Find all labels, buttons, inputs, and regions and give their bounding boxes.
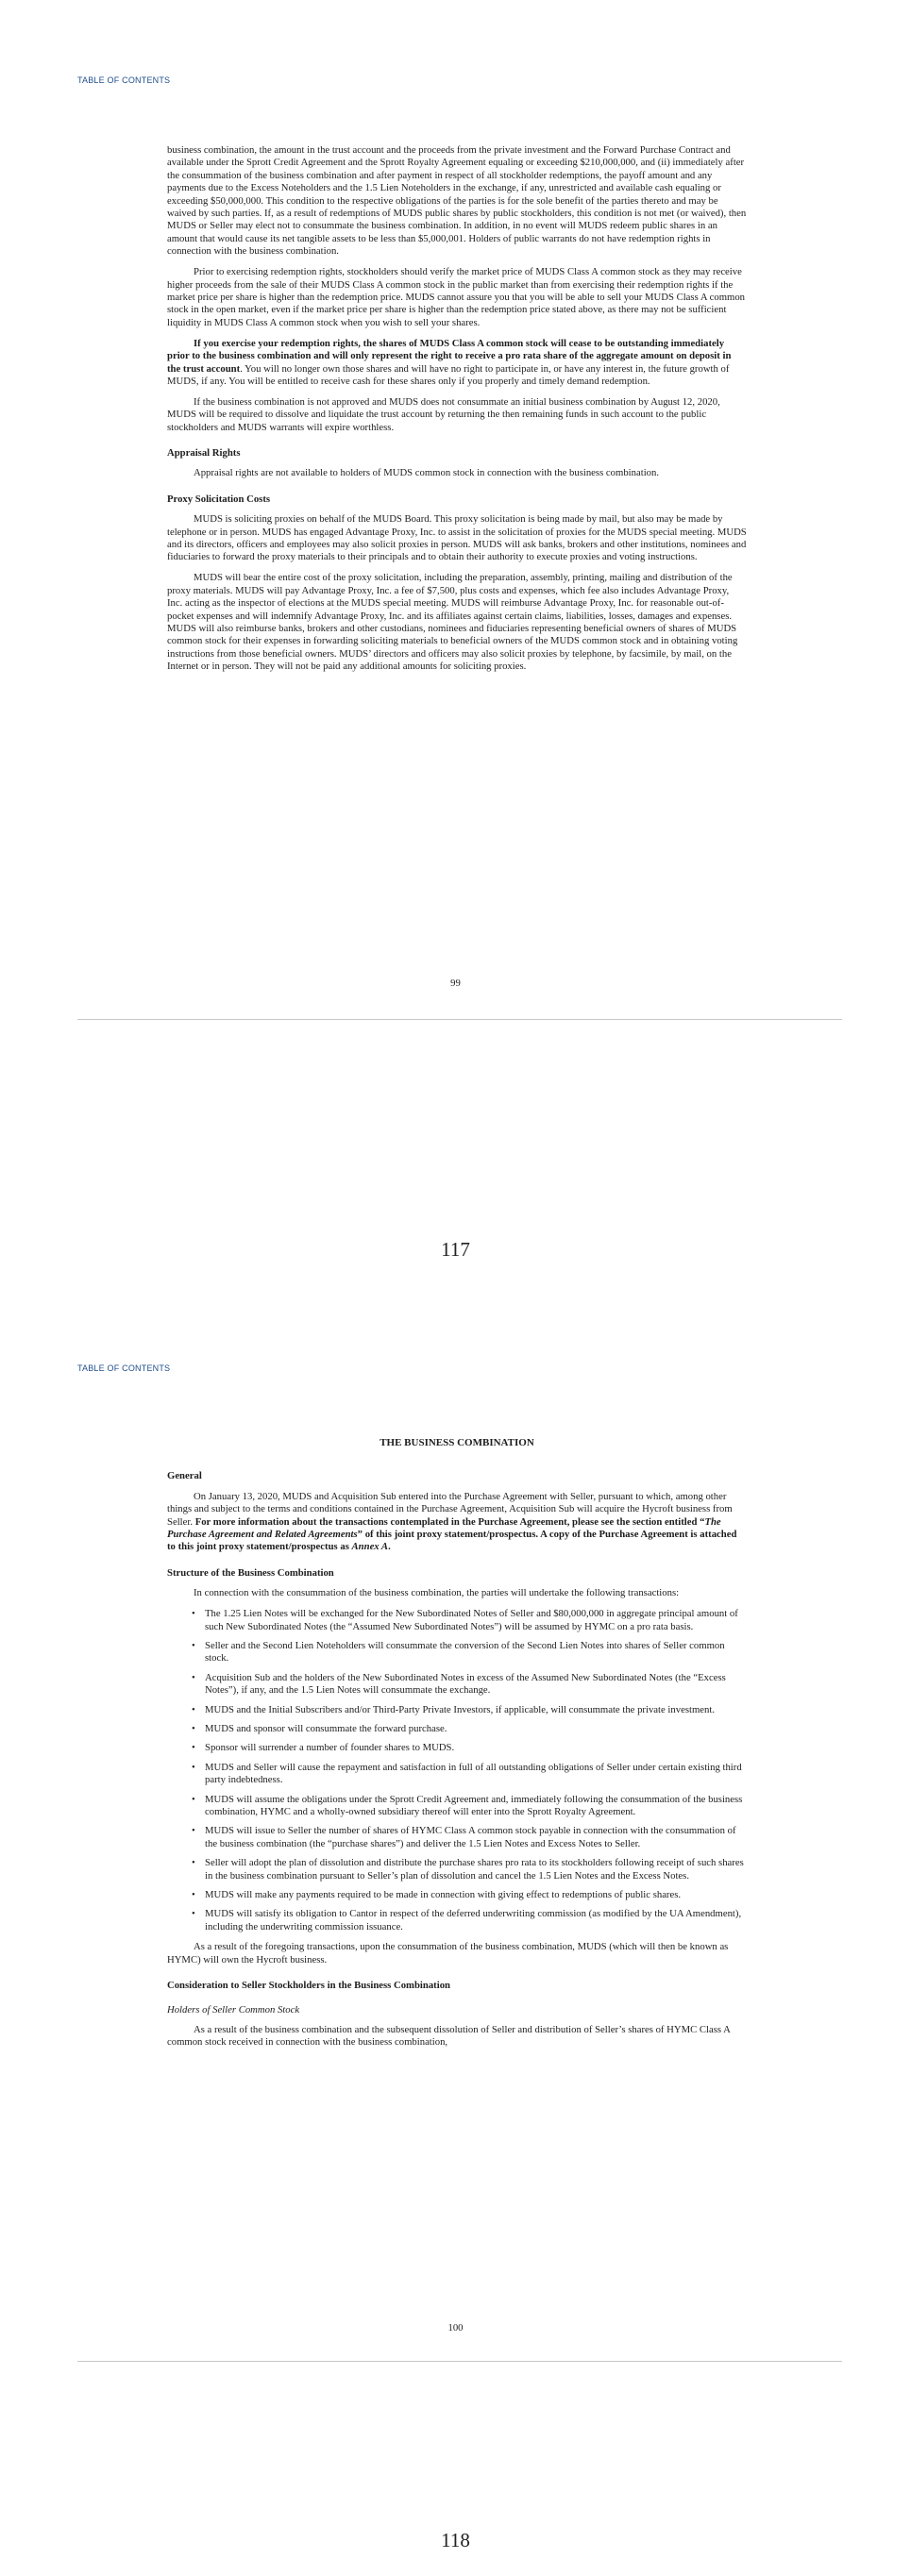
- general-bold-3: .: [388, 1541, 391, 1553]
- list-item: • MUDS and Seller will cause the repayment and satisfaction in full of all outstanding obligations of Seller under certain existing third party indebtedness.: [205, 1762, 747, 1787]
- transactions-list: [167, 1608, 747, 1933]
- paragraph-redemption-warning: [167, 338, 747, 389]
- table-of-contents-link[interactable]: TABLE OF CONTENTS: [77, 1363, 171, 1373]
- list-item: • Seller and the Second Lien Noteholders will consummate the conversion of the Second Lien Notes into shares of Seller common stock.: [205, 1640, 747, 1665]
- general-bold-2: ” of this joint proxy statement/prospectus. A copy of the Purchase Agreement is attached to this joint proxy statement/prospectus as: [167, 1529, 737, 1553]
- heading-structure: Structure of the Business Combination: [167, 1566, 334, 1579]
- pdf-page-number: 118: [441, 2529, 470, 2551]
- paragraph-after-transactions: As a result of the foregoing transactions, upon the consummation of the business combination, MUDS (which will then be known as HYMC) will own the Hycroft business.: [167, 1941, 729, 1965]
- paragraph-structure-intro: In connection with the consummation of the business combination, the parties will undertake the following transactions:: [194, 1587, 680, 1599]
- heading-consideration: Consideration to Seller Stockholders in the Business Combination: [167, 1980, 450, 1992]
- page-divider: [77, 1019, 842, 1020]
- heading-proxy-solicitation-costs: Proxy Solicitation Costs: [167, 493, 271, 505]
- list-item: • The 1.25 Lien Notes will be exchanged for the New Subordinated Notes of Seller and $80,000,000 in aggregate principal amount of such New Subordinated Notes (the “Assumed New Subordinated Notes”) will be assumed by HYMC on a pro rata basis.: [205, 1608, 747, 1633]
- list-item: • MUDS and sponsor will consummate the forward purchase.: [205, 1723, 747, 1735]
- list-item: • Seller will adopt the plan of dissolution and distribute the purchase shares pro rata to its stockholders following receipt of such shares in the business combination pursuant to Seller’s plan of dissolution and cancel the 1.5 Lien Notes and the Excess Notes.: [205, 1857, 747, 1882]
- paragraph-general: [167, 1491, 747, 1554]
- general-bold-italic-2: Annex A: [351, 1541, 389, 1553]
- list-item: • MUDS will make any payments required to be made in connection with giving effect to redemptions of public shares.: [205, 1889, 747, 1901]
- paragraph-verify-market-price: Prior to exercising redemption rights, stockholders should verify the market price of MUDS Class A common stock as they may receive higher proceeds from the sale of their MUDS Class A common stock in the public market than from exercising their redemption rights if the market price per share is higher than the redemption price. MUDS cannot assure you that you will be able to sell your MUDS Class A common stock in the open market, even if the market price per share is higher than the redemption price stated above, as there may not be sufficient liquidity in MUDS Class A common stock when you wish to sell your shares.: [167, 266, 746, 328]
- page-number: 99: [450, 978, 461, 989]
- general-text: On January 13, 2020, MUDS and Acquisition Sub entered into the Purchase Agreement with Seller, pursuant to which, among other things and subject to the terms and conditions contained in the Purchase Agreement, Acquisition Sub will acquire the Hycroft business from Seller.: [167, 1490, 733, 1528]
- list-item: • MUDS will assume the obligations under the Sprott Credit Agreement and, immediately following the consummation of the business combination, HYMC and a wholly-owned subsidiary thereof will enter into the Sprott Royalty Agreement.: [205, 1794, 747, 1819]
- general-bold-1: For more information about the transactions contemplated in the Purchase Agreement, please see the section entitled “: [194, 1515, 705, 1528]
- paragraph-holders: As a result of the business combination and the subsequent dissolution of Seller and distribution of Seller’s shares of HYMC Class A common stock received in connection with the business combination,: [167, 2023, 731, 2049]
- list-item: • MUDS and the Initial Subscribers and/or Third-Party Private Investors, if applicable, will consummate the private investment.: [205, 1704, 747, 1716]
- pdf-page-number: 117: [441, 1238, 470, 1261]
- list-item: • MUDS will issue to Seller the number of shares of HYMC Class A common stock payable in connection with the consummation of the business combination (the “purchase shares”) and deliver the 1.5 Lien Notes and Excess Notes to Seller.: [205, 1825, 747, 1850]
- heading-holders-seller-common-stock: Holders of Seller Common Stock: [167, 2003, 300, 2016]
- redemption-warning-bold: If you exercise your redemption rights, the shares of MUDS Class A common stock will cease to be outstanding immediately prior to the business combination and will only represent the right to receive a pro rata share of the aggregate amount on deposit in the trust account: [167, 337, 732, 375]
- page-divider: [77, 2361, 842, 2362]
- heading-general: General: [167, 1470, 202, 1482]
- page-body: [167, 1437, 747, 2057]
- table-of-contents-link[interactable]: TABLE OF CONTENTS: [77, 75, 171, 85]
- general-bold-italic-1: The Purchase Agreement and Related Agreements: [167, 1515, 721, 1541]
- paragraph-dissolve-liquidate: If the business combination is not approved and MUDS does not consummate an initial business combination by August 12, 2020, MUDS will be required to dissolve and liquidate the trust account by returning the then remaining funds in such account to the public stockholders and MUDS warrants will expire worthless.: [167, 395, 720, 433]
- page-number: 100: [447, 2322, 464, 2333]
- section-title: THE BUSINESS COMBINATION: [380, 1437, 534, 1448]
- list-item: • Acquisition Sub and the holders of the New Subordinated Notes in excess of the Assumed New Subordinated Notes (the “Excess Notes”), if any, and the 1.5 Lien Notes will consummate the exchange.: [205, 1672, 747, 1698]
- paragraph-business-combination-conditions: business combination, the amount in the trust account and the proceeds from the private investment and the Forward Purchase Contract and available under the Sprott Credit Agreement and the Sprott Royalty Agreement equaling or exceeding $210,000,000, and (ii) immediately after the consummation of the business combination and after payment in respect of all stockholder redemptions, the payoff amount and any payments due to the Excess Noteholders and the 1.5 Lien Noteholders in the exchange, if any, unrestricted and available cash equaling or exceeding $50,000,000. This condition to the respective obligations of the parties is for the sole benefit of the parties thereto and may be waived by such parties. If, as a result of redemptions of MUDS public shares by public stockholders, this condition is not met (or waived), then MUDS or Seller may elect not to consummate the business combination. In addition, in no event will MUDS redeem public shares in an amount that would cause its net tangible assets to be less than $5,000,001. Holders of public warrants do not have redemption rights in connection with the business combination.: [167, 144, 747, 258]
- document-page-100: [0, 1288, 911, 2576]
- paragraph-appraisal-rights: Appraisal rights are not available to holders of MUDS common stock in connection with the business combination.: [194, 467, 660, 479]
- list-item: • MUDS will satisfy its obligation to Cantor in respect of the deferred underwriting commission (as modified by the UA Amendment), including the underwriting commission issuance.: [205, 1908, 747, 1933]
- paragraph-proxy-solicitation: MUDS is soliciting proxies on behalf of the MUDS Board. This proxy solicitation is being made by mail, but also may be made by telephone or in person. MUDS has engaged Advantage Proxy, Inc. to assist in the solicitation of proxies for the MUDS special meeting. MUDS and its directors, officers and employees may also solicit proxies in person. MUDS will ask banks, brokers and other institutions, nominees and fiduciaries to forward the proxy materials to their principals and to obtain their authority to execute proxies and voting instructions.: [167, 513, 747, 563]
- list-item: • Sponsor will surrender a number of founder shares to MUDS.: [205, 1742, 747, 1754]
- heading-appraisal-rights: Appraisal Rights: [167, 447, 241, 460]
- page-body: [167, 144, 747, 681]
- paragraph-proxy-costs: MUDS will bear the entire cost of the proxy solicitation, including the preparation, assembly, printing, mailing and distribution of the proxy materials. MUDS will pay Advantage Proxy, Inc. a fee of $7,500, plus costs and expenses, which fee also includes Advantage Proxy, Inc. acting as the inspector of elections at the MUDS special meeting. MUDS will reimburse Advantage Proxy, Inc. for reasonable out-of-pocket expenses and will indemnify Advantage Proxy, Inc. and its affiliates against certain claims, liabilities, losses, damages and expenses. MUDS will also reimburse banks, brokers and other custodians, nominees and fiduciaries representing beneficial owners of shares of MUDS common stock for their expenses in forwarding soliciting materials to beneficial owners of the MUDS common stock and in obtaining voting instructions from those beneficial owners. MUDS’ directors and officers may also solicit proxies by telephone, by facsimile, by mail, on the Internet or in person. They will not be paid any additional amounts for soliciting proxies.: [167, 572, 738, 673]
- redemption-warning-rest: . You will no longer own those shares and will have no right to participate in, or have any interest in, the future growth of MUDS, if any. You will be entitled to receive cash for these shares only if you properly and timely demand redemption.: [167, 362, 730, 387]
